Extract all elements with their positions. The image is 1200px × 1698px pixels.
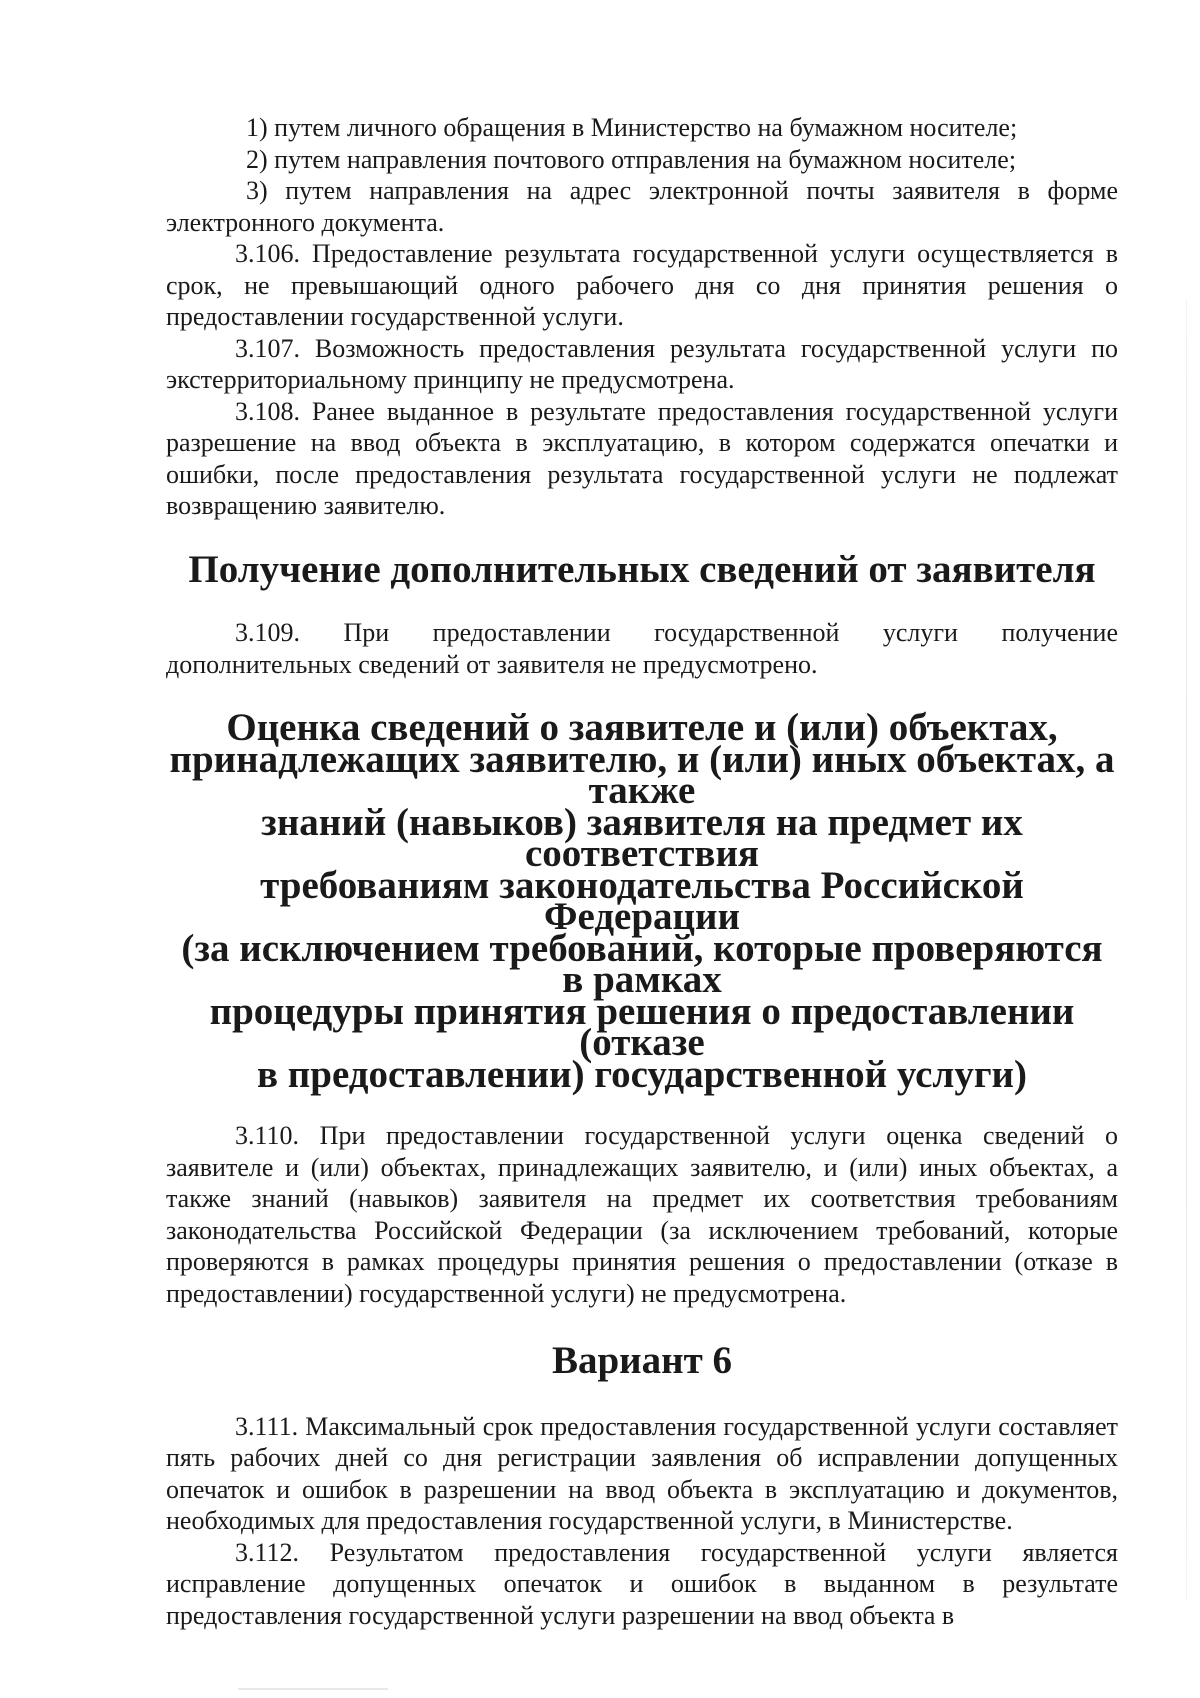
heading-variant: Вариант 6	[551, 1339, 733, 1382]
scan-footer-mark	[238, 1688, 388, 1690]
paragraph-item-2: 2) путем направления почтового отправления на бумажном носителе;	[246, 144, 1017, 174]
paragraph-3-111: 3.111. Максимальный срок предоставления государственной услуги составляет пять рабочих дней со дня регистрации заявления об исправлении допущенных опечаток и ошибок в разрешении на ввод объекта в эксплуатацию и документов, необходимых для предоставления государственной услуги, в Министерстве.	[166, 1411, 1118, 1535]
heading-assessment-line-5: (за исключением требований, которые проверяются в рамках	[181, 926, 1103, 1001]
heading-assessment-line-7: в предоставлении) государственной услуги)	[257, 1052, 1027, 1096]
document-body	[166, 112, 1118, 1631]
paragraph-3-108: 3.108. Ранее выданное в результате предоставления государственной услуги разрешение на ввод объекта в эксплуатацию, в котором содержатся опечатки и ошибки, после предоставления результата государственной услуги не подлежат возвращению заявителю.	[166, 396, 1118, 520]
heading-assessment-line-3: знаний (навыков) заявителя на предмет их соответствия	[261, 800, 1023, 875]
heading-assessment-line-2: принадлежащих заявителю, и (или) иных объектах, а также	[169, 737, 1115, 812]
paragraph-3-107: 3.107. Возможность предоставления результата государственной услуги по экстерриториальному принципу не предусмотрена.	[166, 333, 1118, 394]
paragraph-3-112: 3.112. Результатом предоставления государственной услуги является исправление допущенных опечаток и ошибок в выданном в результате предоставления государственной услуги разрешении на ввод объекта в	[166, 1537, 1118, 1630]
scan-margin-line	[1186, 300, 1187, 1600]
heading-assessment-line-1: Оценка сведений о заявителе и (или) объектах,	[226, 706, 1058, 749]
heading-assessment-line-6: процедуры принятия решения о предоставлении (отказе	[209, 989, 1075, 1064]
heading-assessment-line-4: требованиям законодательства Российской Федерации	[260, 863, 1024, 938]
heading-assessment	[166, 706, 1118, 1096]
paragraph-3-110: 3.110. При предоставлении государственной услуги оценка сведений о заявителе и (или) объектах, принадлежащих заявителю, и (или) иных объектах, а также знаний (навыков) заявителя на предмет их соответствия требованиям законодательства Российской Федерации (за исключением требований, которые проверяются в рамках процедуры принятия решения о предоставлении (отказе в предоставлении) государственной услуги) не предусмотрена.	[166, 1121, 1118, 1308]
paragraph-item-3: 3) путем направления на адрес электронной почты заявителя в форме электронного документа.	[166, 176, 1118, 237]
heading-additional-info: Получение дополнительных сведений от заявителя	[188, 547, 1096, 591]
paragraph-item-1: 1) путем личного обращения в Министерство на бумажном носителе;	[246, 113, 1018, 142]
paragraph-3-106: 3.106. Предоставление результата государственной услуги осуществляется в срок, не превышающий одного рабочего дня со дня принятия решения о предоставлении государственной услуги.	[166, 239, 1118, 331]
paragraph-3-109: 3.109. При предоставлении государственной услуги получение дополнительных сведений от заявителя не предусмотрено.	[166, 618, 1118, 679]
